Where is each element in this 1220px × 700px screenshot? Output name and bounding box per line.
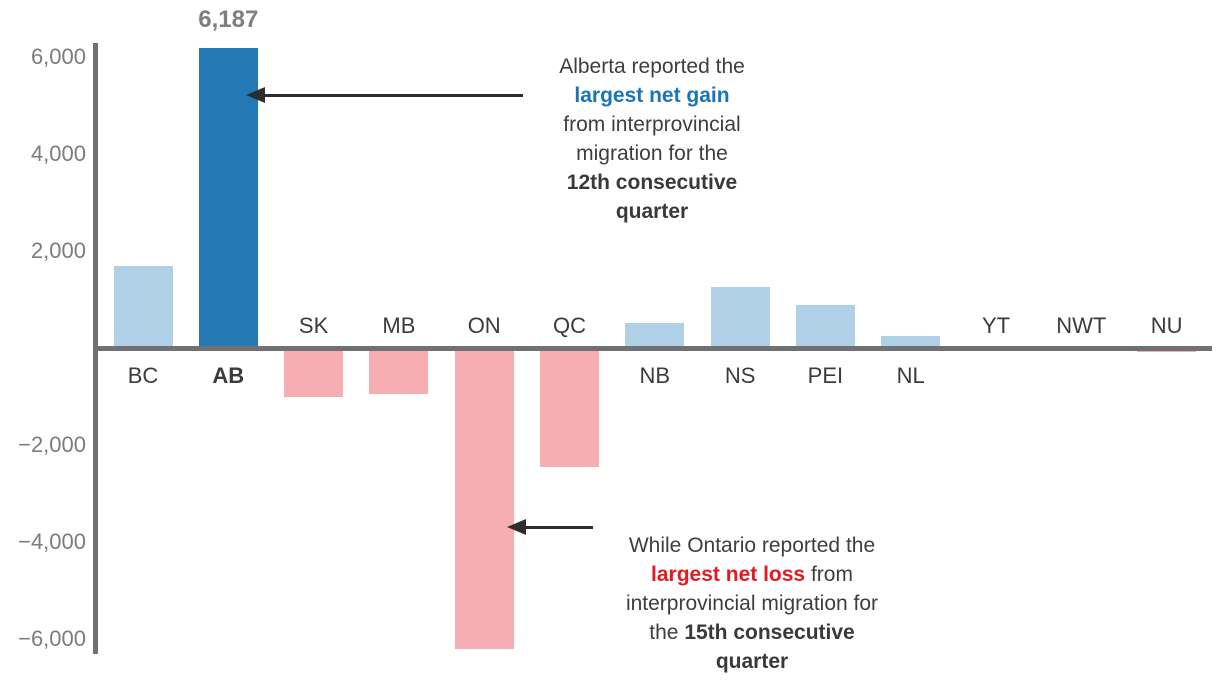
annotation-text-segment: the bbox=[649, 621, 685, 644]
annotation-text-segment: quarter bbox=[715, 650, 789, 673]
category-label-nwt: NWT bbox=[1056, 313, 1107, 338]
annotation-ontario-line bbox=[567, 618, 937, 647]
annotation-ontario-line bbox=[567, 589, 937, 618]
bar-ns bbox=[711, 287, 770, 348]
annotation-text-segment: largest net gain bbox=[574, 84, 730, 107]
annotation-ontario-line bbox=[567, 647, 937, 676]
y-tick-label: −6,000 bbox=[18, 626, 86, 651]
category-label-bc: BC bbox=[127, 363, 159, 388]
y-tick-label: 6,000 bbox=[30, 44, 86, 69]
bar-bc bbox=[114, 266, 173, 348]
category-label-pei: PEI bbox=[807, 363, 844, 388]
bar-qc bbox=[540, 348, 599, 467]
bar-pei bbox=[796, 305, 855, 348]
category-label-qc: QC bbox=[553, 313, 586, 338]
annotation-alberta-line bbox=[482, 168, 822, 197]
annotation-alberta-net-gain bbox=[482, 52, 822, 226]
category-label-ab: AB bbox=[212, 363, 245, 388]
category-label-mb: MB bbox=[382, 313, 416, 338]
bar-on bbox=[455, 348, 514, 649]
category-label-nu: NU bbox=[1150, 313, 1183, 338]
category-label-nb: NB bbox=[639, 363, 671, 388]
category-label-yt: YT bbox=[981, 313, 1011, 338]
annotation-alberta-line bbox=[482, 52, 822, 81]
annotation-text-segment: Alberta reported the bbox=[559, 55, 745, 78]
category-label-on: ON bbox=[467, 313, 501, 338]
y-tick-label: 2,000 bbox=[30, 238, 86, 263]
annotation-alberta-line bbox=[482, 110, 822, 139]
annotation-ontario-line bbox=[567, 531, 937, 560]
bar-mb bbox=[369, 348, 428, 394]
y-tick-label: −2,000 bbox=[18, 432, 86, 457]
annotation-alberta-line bbox=[482, 197, 822, 226]
y-tick-label: −4,000 bbox=[18, 529, 86, 554]
arrow-head-to-ab-bar bbox=[246, 87, 265, 103]
annotation-alberta-line bbox=[482, 81, 822, 110]
x-axis-zero-line bbox=[95, 346, 1212, 351]
category-label-ns: NS bbox=[724, 363, 756, 388]
annotation-ontario-net-loss bbox=[567, 531, 937, 676]
arrow-line-to-on-bar bbox=[521, 526, 593, 529]
annotation-text-segment: from interprovincial bbox=[563, 113, 741, 136]
annotation-alberta-line bbox=[482, 139, 822, 168]
annotation-text-segment: 12th consecutive bbox=[566, 171, 738, 194]
annotation-text-segment: largest net loss bbox=[651, 563, 806, 586]
annotation-text-segment: quarter bbox=[615, 200, 689, 223]
annotation-text-segment: While Ontario reported the bbox=[628, 534, 876, 557]
annotation-text-segment: 15th consecutive bbox=[684, 621, 855, 644]
category-label-nl: NL bbox=[896, 363, 925, 388]
category-label-sk: SK bbox=[298, 313, 329, 338]
bar-value-label-ab: 6,187 bbox=[198, 5, 259, 33]
annotation-text-segment: from bbox=[805, 563, 853, 586]
annotation-ontario-line bbox=[567, 560, 937, 589]
annotation-text-segment: migration for the bbox=[576, 142, 728, 165]
y-tick-label: 4,000 bbox=[30, 141, 86, 166]
bar-sk bbox=[284, 348, 343, 397]
bar-nb bbox=[625, 323, 684, 348]
arrow-head-to-on-bar bbox=[507, 519, 526, 535]
annotation-text-segment: interprovincial migration for bbox=[625, 592, 879, 615]
